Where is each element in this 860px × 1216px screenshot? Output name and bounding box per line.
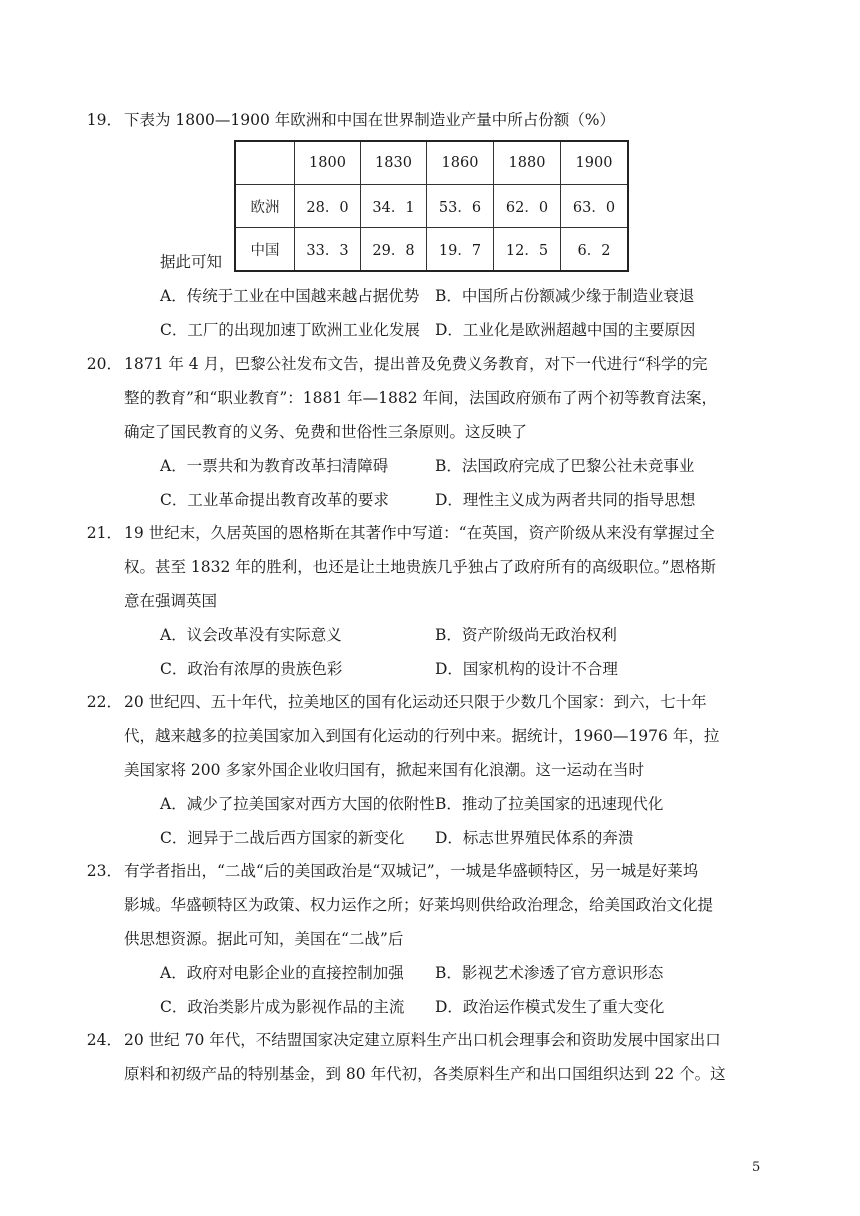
option-a[interactable]: A．一票共和为教育改革扫清障碍 <box>160 457 389 475</box>
options-row <box>124 787 736 821</box>
question-23 <box>86 854 736 1024</box>
table-cell: 1830 <box>361 141 427 185</box>
table-cell: 62．0 <box>494 185 561 228</box>
table-row <box>235 185 628 228</box>
table-cell: 中国 <box>235 228 295 272</box>
table-cell: 19．7 <box>427 228 494 272</box>
option-a[interactable]: A．传统于工业在中国越来越占据优势 <box>160 287 420 305</box>
option-c[interactable]: C．政治有浓厚的贵族色彩 <box>160 660 343 678</box>
table-cell: 欧洲 <box>235 185 295 228</box>
question-line: 供思想资源。据此可知，美国在“二战”后 <box>124 930 404 948</box>
option-b[interactable]: B．推动了拉美国家的迅速现代化 <box>435 795 664 813</box>
question-22 <box>86 685 736 855</box>
question-prompt: 据此可知 <box>160 253 223 271</box>
options-row <box>124 618 736 652</box>
table-cell: 53．6 <box>427 185 494 228</box>
question-line: 影城。华盛顿特区为政策、权力运作之所；好莱坞则供给政治理念，给美国政治文化提 <box>124 896 714 914</box>
option-d[interactable]: D．国家机构的设计不合理 <box>435 660 618 678</box>
question-number: 22． <box>86 693 122 711</box>
question-line: 代，越来越多的拉美国家加入到国有化运动的行列中来。据统计，1960—1976 年，拉 <box>124 727 720 745</box>
option-b[interactable]: B．法国政府完成了巴黎公社未竞事业 <box>435 457 695 475</box>
question-line: 原料和初级产品的特别基金，到 80 年代初，各类原料生产和出口国组织达到 22 个。这 <box>124 1065 726 1083</box>
question-line: 20 世纪 70 年代，不结盟国家决定建立原料生产出口机会理事会和资助发展中国家出口 <box>124 1031 721 1049</box>
option-d[interactable]: D．标志世界殖民体系的奔溃 <box>435 829 634 847</box>
question-24 <box>86 1023 736 1091</box>
question-19-after <box>124 245 736 347</box>
table-cell: 1800 <box>295 141 361 185</box>
table-cell: 1900 <box>561 141 629 185</box>
option-c[interactable]: C．政治类影片成为影视作品的主流 <box>160 998 405 1016</box>
question-20 <box>86 347 736 517</box>
page-number: 5 <box>752 1160 761 1175</box>
options-row <box>124 821 736 855</box>
question-number: 21． <box>86 524 122 542</box>
options-row <box>124 990 736 1024</box>
question-21 <box>86 516 736 686</box>
option-b[interactable]: B．影视艺术渗透了官方意识形态 <box>435 964 664 982</box>
option-c[interactable]: C．工厂的出现加速丁欧洲工业化发展 <box>160 321 420 339</box>
option-d[interactable]: D．政治运作模式发生了重大变化 <box>435 998 665 1016</box>
question-number: 23． <box>86 862 122 880</box>
option-d[interactable]: D．理性主义成为两者共同的指导思想 <box>435 491 696 509</box>
option-a[interactable]: A．政府对电影企业的直接控制加强 <box>160 964 404 982</box>
options-row <box>124 956 736 990</box>
table-cell: 29．8 <box>361 228 427 272</box>
options-row <box>124 483 736 517</box>
question-stem: 下表为 1800—1900 年欧洲和中国在世界制造业产量中所占份额（%） <box>124 111 615 129</box>
table-cell: 1880 <box>494 141 561 185</box>
question-line: 20 世纪四、五十年代，拉美地区的国有化运动还只限于少数几个国家：到六，七十年 <box>124 693 707 711</box>
option-a[interactable]: A．减少了拉美国家对西方大国的依附性 <box>160 795 435 813</box>
option-b[interactable]: B．中国所占份额减少缘于制造业衰退 <box>435 287 695 305</box>
option-d[interactable]: D．工业化是欧洲超越中国的主要原因 <box>435 321 696 339</box>
table-cell: 1860 <box>427 141 494 185</box>
question-line: 1871 年 4 月，巴黎公社发布文告，提出普及免费义务教育，对下一代进行“科学的完 <box>124 355 708 373</box>
table-cell: 12．5 <box>494 228 561 272</box>
option-c[interactable]: C．迥异于二战后西方国家的新变化 <box>160 829 405 847</box>
table-cell: 28．0 <box>295 185 361 228</box>
question-line: 整的教育”和“职业教育”：1881 年—1882 年间，法国政府颁布了两个初等教育法案， <box>124 389 718 407</box>
question-19 <box>86 103 736 137</box>
table-header-row <box>235 141 628 185</box>
question-number: 24． <box>86 1031 122 1049</box>
table-cell: 6．2 <box>561 228 629 272</box>
table-cell: 63．0 <box>561 185 629 228</box>
options-row <box>124 652 736 686</box>
options-row <box>124 313 736 347</box>
table-cell <box>235 141 295 185</box>
question-line: 19 世纪末，久居英国的恩格斯在其著作中写道：“在英国，资产阶级从来没有掌握过全 <box>124 524 715 542</box>
options-row <box>124 279 736 313</box>
question-number: 20． <box>86 355 122 373</box>
question-line: 确定了国民教育的义务、免费和世俗性三条原则。这反映了 <box>124 423 528 441</box>
option-b[interactable]: B．资产阶级尚无政治权利 <box>435 626 617 644</box>
question-line: 权。甚至 1832 年的胜利，也还是让土地贵族几乎独占了政府所有的高级职位。”恩格斯 <box>124 558 716 576</box>
question-number: 19． <box>86 111 122 129</box>
option-a[interactable]: A．议会改革没有实际意义 <box>160 626 342 644</box>
options-row <box>124 449 736 483</box>
table-cell: 34．1 <box>361 185 427 228</box>
question-line: 有学者指出，“二战“后的美国政治是“双城记”，一城是华盛顿特区，另一城是好莱坞 <box>124 862 699 880</box>
table-cell: 33．3 <box>295 228 361 272</box>
option-c[interactable]: C．工业革命提出教育改革的要求 <box>160 491 389 509</box>
question-line: 意在强调英国 <box>124 592 218 610</box>
question-line: 美国家将 200 多家外国企业收归国有，掀起来国有化浪潮。这一运动在当时 <box>124 761 644 779</box>
